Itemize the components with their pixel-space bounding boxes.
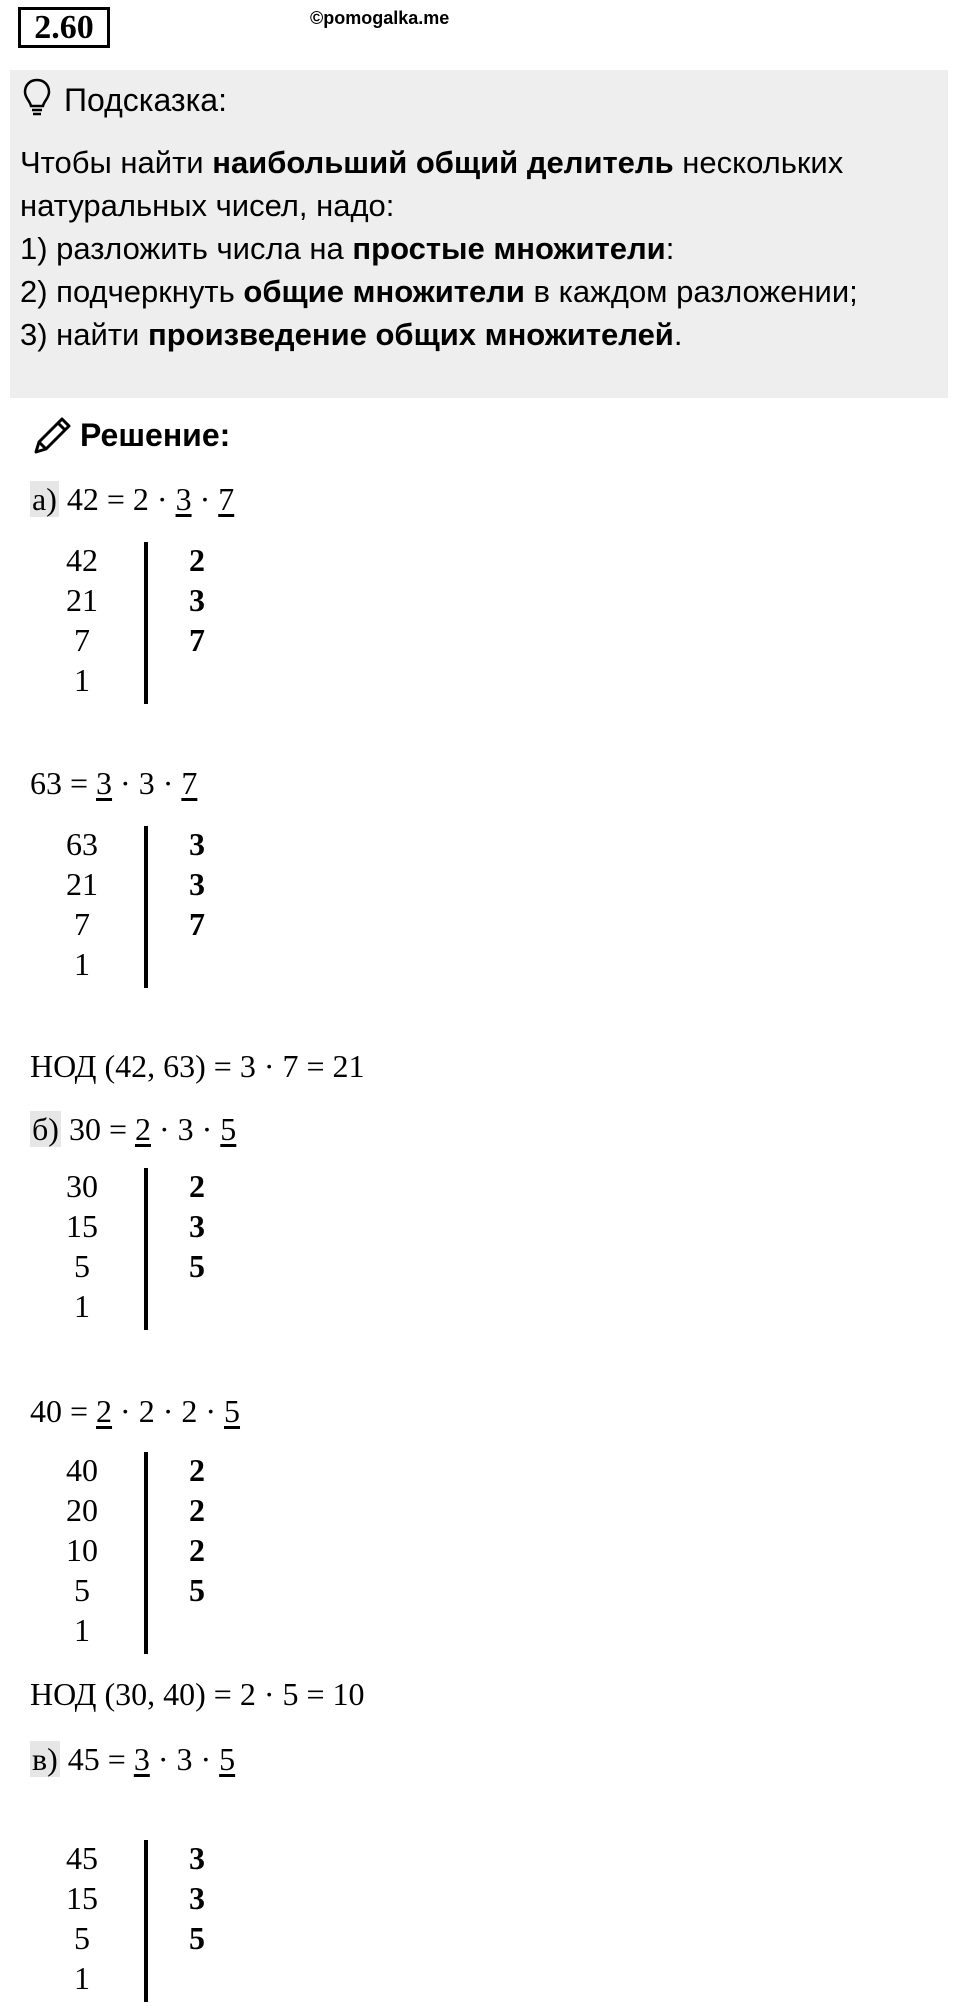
hint-title: Подсказка: xyxy=(64,82,227,118)
equation-segment: 7 xyxy=(218,481,235,517)
hint-segment: общие множители xyxy=(243,274,525,309)
equation-segment: 2 xyxy=(134,1111,151,1147)
prime-factor: 7 xyxy=(189,622,205,658)
equation-segment: 5 xyxy=(219,1741,236,1777)
equation-segment: 7 xyxy=(181,765,198,801)
equation-segment: · xyxy=(191,481,219,517)
pencil-icon xyxy=(30,414,74,458)
equation-segment: 3 xyxy=(175,481,192,517)
equation-segment: · 3 · xyxy=(149,1741,220,1777)
prime-factor: 3 xyxy=(189,866,205,902)
prime-factor: 2 xyxy=(189,1532,205,1568)
dividend-value: 15 xyxy=(66,1880,98,1916)
prime-factor: 3 xyxy=(189,826,205,862)
division-bar xyxy=(144,1168,148,1330)
equation-segment: НОД (30, 40) = 2 · 5 = 10 xyxy=(30,1676,365,1712)
hint-segment: 2) подчеркнуть xyxy=(20,274,244,309)
part-label: а) xyxy=(32,481,57,517)
hint-segment: 1) разложить числа на xyxy=(20,231,353,266)
dividend-value: 5 xyxy=(74,1920,90,1956)
dividend-value: 21 xyxy=(66,866,98,902)
hint-segment: простые множители xyxy=(352,231,666,266)
equation-segment: · 3 · xyxy=(150,1111,221,1147)
dividend-value: 5 xyxy=(74,1572,90,1608)
hint-segment: . xyxy=(673,317,683,352)
dividend-value: 1 xyxy=(74,1288,90,1324)
prime-factor: 3 xyxy=(189,1208,205,1244)
part-label: в) xyxy=(32,1741,58,1777)
equation-segment: · 2 · 2 · xyxy=(112,1393,225,1429)
dividend-value: 63 xyxy=(66,826,98,862)
dividend-column xyxy=(55,1450,109,1650)
lightbulb-icon xyxy=(22,78,52,118)
hint-line xyxy=(20,229,674,269)
dividend-value: 21 xyxy=(66,582,98,618)
hint-line xyxy=(20,186,394,226)
prime-factor: 5 xyxy=(189,1920,205,1956)
equation-segment: 2 xyxy=(96,1393,113,1429)
part-label: б) xyxy=(32,1111,59,1147)
dividend-value: 1 xyxy=(74,662,90,698)
dividend-value: 7 xyxy=(74,906,90,942)
dividend-value: 42 xyxy=(66,542,98,578)
equation-segment: НОД (42, 63) = 3 · 7 = 21 xyxy=(30,1048,365,1084)
hint-line xyxy=(20,143,843,183)
hint-segment: произведение общих множителей xyxy=(147,317,674,352)
equation xyxy=(30,1390,240,1432)
division-bar xyxy=(144,1840,148,2002)
equation-segment: 5 xyxy=(224,1393,241,1429)
dividend-value: 20 xyxy=(66,1492,98,1528)
equation xyxy=(30,1108,236,1150)
hint-segment: в каждом разложении; xyxy=(524,274,858,309)
prime-factor: 3 xyxy=(189,582,205,618)
prime-factor: 3 xyxy=(189,1880,205,1916)
equation-segment: 63 = xyxy=(30,765,97,801)
equation-segment: 30 = xyxy=(68,1111,135,1147)
dividend-value: 45 xyxy=(66,1840,98,1876)
equation xyxy=(30,1738,235,1780)
equation-segment: 5 xyxy=(220,1111,237,1147)
dividend-value: 15 xyxy=(66,1208,98,1244)
factor-column xyxy=(189,824,205,944)
hint-line xyxy=(20,272,858,312)
dividend-column xyxy=(55,1166,109,1326)
prime-factor: 2 xyxy=(189,1492,205,1528)
hint-line xyxy=(20,315,683,355)
prime-factor: 7 xyxy=(189,906,205,942)
equation xyxy=(30,762,197,804)
dividend-value: 7 xyxy=(74,622,90,658)
prime-factor: 3 xyxy=(189,1840,205,1876)
problem-number: 2.60 xyxy=(18,7,110,48)
equation-segment: · 3 · xyxy=(112,765,182,801)
equation xyxy=(30,1673,365,1715)
prime-factor: 5 xyxy=(189,1572,205,1608)
equation-segment: 3 xyxy=(133,1741,150,1777)
factor-column xyxy=(189,540,205,660)
prime-factor: 2 xyxy=(189,1168,205,1204)
hint-segment: наибольший общий делитель xyxy=(212,145,674,180)
dividend-value: 5 xyxy=(74,1248,90,1284)
division-bar xyxy=(144,826,148,988)
watermark: ©pomogalka.me xyxy=(310,8,450,28)
division-bar xyxy=(144,1452,148,1654)
factor-column xyxy=(189,1838,205,1958)
dividend-value: 10 xyxy=(66,1532,98,1568)
dividend-value: 40 xyxy=(66,1452,98,1488)
hint-segment: нескольких xyxy=(673,145,844,180)
dividend-column xyxy=(55,824,109,984)
dividend-column xyxy=(55,1838,109,1998)
dividend-value: 30 xyxy=(66,1168,98,1204)
dividend-column xyxy=(55,540,109,700)
equation-segment: 45 = xyxy=(67,1741,134,1777)
dividend-value: 1 xyxy=(74,1612,90,1648)
factor-column xyxy=(189,1166,205,1286)
dividend-value: 1 xyxy=(74,946,90,982)
equation-segment: 42 = 2 · xyxy=(66,481,176,517)
hint-segment: : xyxy=(665,231,675,266)
prime-factor: 2 xyxy=(189,542,205,578)
equation-segment: 3 xyxy=(96,765,113,801)
prime-factor: 5 xyxy=(189,1248,205,1284)
prime-factor: 2 xyxy=(189,1452,205,1488)
division-bar xyxy=(144,542,148,704)
equation xyxy=(30,478,234,520)
solution-title: Решение: xyxy=(80,417,231,453)
hint-segment: 3) найти xyxy=(20,317,148,352)
hint-segment: Чтобы найти xyxy=(20,145,213,180)
equation xyxy=(30,1045,365,1087)
equation-segment: 40 = xyxy=(30,1393,97,1429)
dividend-value: 1 xyxy=(74,1960,90,1996)
factor-column xyxy=(189,1450,205,1610)
hint-segment: натуральных чисел, надо: xyxy=(20,188,395,223)
